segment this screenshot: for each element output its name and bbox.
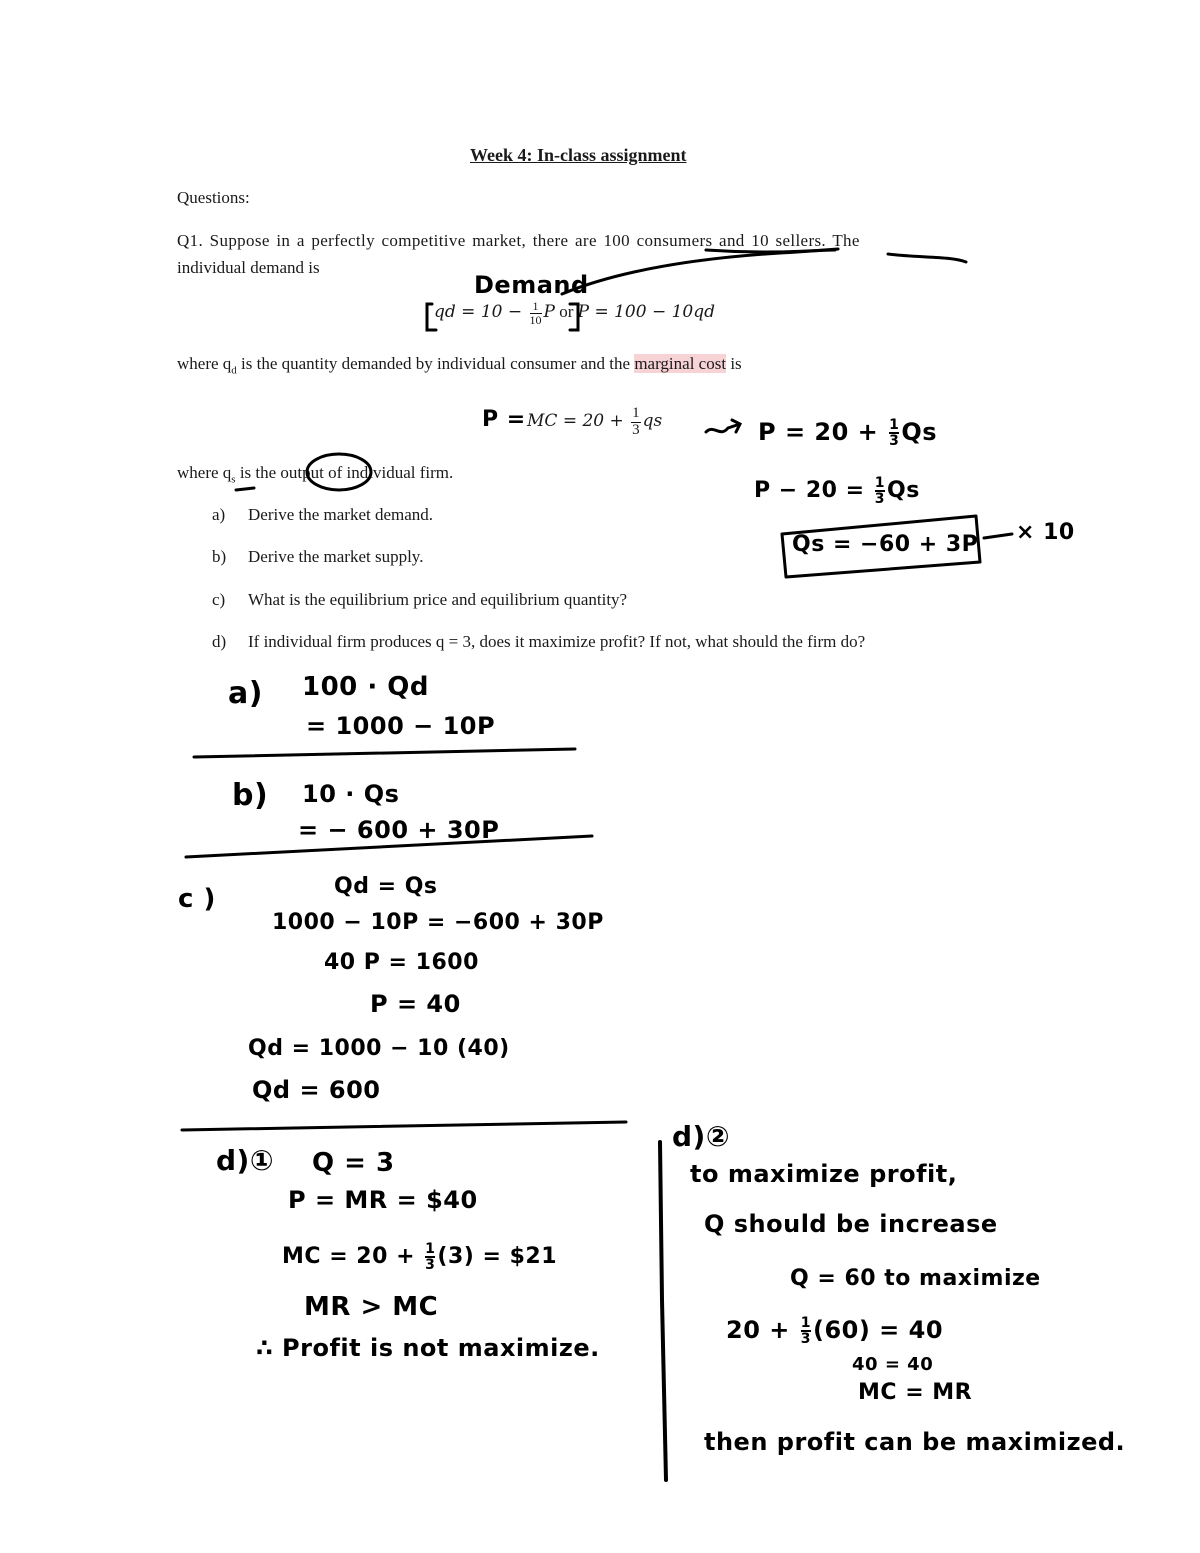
underline-10-sellers xyxy=(888,254,966,262)
where-qd-b: is the quantity demanded by individual consumer and the xyxy=(236,354,635,373)
demand-eq-part-a: qd = 10 − xyxy=(434,302,528,322)
hw-c-line-6: Qd = 600 xyxy=(252,1076,381,1104)
hw-d1-3b: (3) = $21 xyxy=(437,1244,558,1269)
demand-or: or xyxy=(554,302,578,321)
hw-d2-line-2: Q should be increase xyxy=(704,1210,998,1238)
hw-d2-4b: (60) = 40 xyxy=(812,1316,944,1344)
questions-label: Questions: xyxy=(177,188,250,207)
arrow-x10 xyxy=(984,534,1012,538)
part-a-letter: a) xyxy=(212,505,226,524)
hw-d1-frac-den: 3 xyxy=(425,1257,436,1273)
hw-side-2a: P − 20 = xyxy=(754,478,873,503)
hw-c-line-1: Qd = Qs xyxy=(334,874,438,899)
hw-side-frac-den: 3 xyxy=(889,433,900,449)
part-a-text: Derive the market demand. xyxy=(248,505,434,524)
q1-line-1: Q1. Suppose in a perfectly competitive market, there are 100 consumers and 10 sellers. The xyxy=(177,231,860,250)
part-b-text: Derive the market supply. xyxy=(248,547,424,566)
part-d-text: If individual firm produces q = 3, does it maximize profit? If not, what should the firm do? xyxy=(248,632,866,651)
hw-p-prefix: P = xyxy=(482,407,526,432)
where-qd-c: is xyxy=(726,354,742,373)
demand-equation xyxy=(434,300,715,326)
demand-frac-den: 10 xyxy=(529,312,542,327)
hw-d1-line-2: P = MR = $40 xyxy=(288,1186,478,1214)
hw-d1-line-5: ∴ Profit is not maximize. xyxy=(256,1334,600,1362)
hw-b-label: b) xyxy=(232,778,269,813)
mc-eq-part-a: MC = 20 + xyxy=(527,411,630,432)
q1-line-2: individual demand is xyxy=(177,258,320,277)
rule-after-a xyxy=(194,749,575,757)
hw-a-label: a) xyxy=(228,676,263,711)
part-a-question xyxy=(212,506,433,523)
hw-side-line-2 xyxy=(754,476,920,506)
hw-side-frac-2 xyxy=(875,476,885,506)
part-c-question xyxy=(212,591,627,608)
arrow-curve-demand xyxy=(562,250,835,294)
hw-side-frac-num: 1 xyxy=(889,417,900,433)
underline-qs xyxy=(236,488,254,490)
mc-eq-part-b: qs xyxy=(642,411,663,432)
mc-fraction xyxy=(631,406,641,439)
demand-eq-part-c: P = 100 − 10qd xyxy=(577,302,716,322)
arrow-squiggle xyxy=(706,420,740,432)
mc-equation xyxy=(527,406,662,439)
where-qs-line xyxy=(177,464,453,485)
hw-c-line-4: P = 40 xyxy=(370,990,461,1018)
hw-d1-line-1: Q = 3 xyxy=(312,1148,395,1178)
part-b-letter: b) xyxy=(212,547,227,566)
hw-a-line-1: 100 · Qd xyxy=(302,672,429,702)
vertical-divider xyxy=(660,1142,666,1480)
part-b-question xyxy=(212,548,423,565)
hw-d2-line-3: Q = 60 to maximize xyxy=(790,1266,1041,1291)
where-qd-line xyxy=(177,355,742,376)
hw-d2-frac xyxy=(801,1316,811,1346)
where-qd-sub: d xyxy=(231,364,237,377)
hw-d1-3a: MC = 20 + xyxy=(282,1244,424,1269)
where-qs-sub: s xyxy=(231,473,236,486)
part-c-letter: c) xyxy=(212,590,226,609)
hw-b-line-2: = − 600 + 30P xyxy=(298,816,500,844)
hw-side-x10: × 10 xyxy=(1016,520,1075,545)
hw-side-1a: P = 20 + xyxy=(758,418,888,446)
hw-side-line-1 xyxy=(758,418,937,448)
hw-c-label: c ) xyxy=(178,884,216,914)
part-c-text: What is the equilibrium price and equilibrium quantity? xyxy=(248,590,628,609)
hw-d2-line-7: then profit can be maximized. xyxy=(704,1428,1126,1456)
hw-d2-frac-num: 1 xyxy=(800,1315,811,1331)
demand-fraction xyxy=(530,300,542,326)
mc-frac-den: 3 xyxy=(632,421,640,438)
hw-side-frac-2-num: 1 xyxy=(874,475,885,491)
hw-d1-label: d)① xyxy=(216,1144,275,1177)
hw-d1-frac-num: 1 xyxy=(425,1241,436,1257)
where-qs-a: where q xyxy=(177,463,232,482)
hw-d1-line-3 xyxy=(282,1242,557,1272)
hw-a-line-2: = 1000 − 10P xyxy=(306,712,496,740)
hw-c-line-3: 40 P = 1600 xyxy=(324,950,479,975)
demand-eq-part-b: P xyxy=(543,302,555,322)
hw-side-frac-2-den: 3 xyxy=(874,491,885,507)
hw-d2-line-6: MC = MR xyxy=(858,1380,973,1405)
hw-d2-line-5: 40 = 40 xyxy=(852,1354,934,1375)
hw-c-line-2: 1000 − 10P = −600 + 30P xyxy=(272,910,604,935)
rule-after-c xyxy=(182,1122,626,1130)
hw-c-line-5: Qd = 1000 − 10 (40) xyxy=(248,1036,510,1061)
part-d-letter: d) xyxy=(212,632,227,651)
highlight-marginal-cost: marginal cost xyxy=(634,354,727,373)
part-d-question xyxy=(212,633,865,650)
hw-b-line-1: 10 · Qs xyxy=(302,780,400,808)
demand-frac-num: 1 xyxy=(530,300,542,314)
hw-side-2b: Qs xyxy=(887,478,920,503)
hw-side-frac xyxy=(889,418,899,448)
mc-frac-num: 1 xyxy=(632,405,640,421)
where-qs-b: is the output of individual firm. xyxy=(235,463,454,482)
hw-d1-line-4: MR > MC xyxy=(304,1292,439,1322)
hw-d2-4a: 20 + xyxy=(726,1316,799,1344)
hw-d2-line-1: to maximize profit, xyxy=(690,1160,958,1188)
page-title: Week 4: In-class assignment xyxy=(470,145,687,165)
where-qd-a: where q xyxy=(177,354,232,373)
hw-d2-line-4 xyxy=(726,1316,943,1346)
hw-d1-frac xyxy=(425,1242,435,1272)
hw-side-1b: Qs xyxy=(901,418,938,446)
hw-d2-label: d)② xyxy=(672,1120,731,1153)
hw-demand-label: Demand xyxy=(474,271,589,299)
hw-d2-frac-den: 3 xyxy=(800,1331,811,1347)
hw-side-line-3: Qs = −60 + 3P xyxy=(792,532,979,557)
